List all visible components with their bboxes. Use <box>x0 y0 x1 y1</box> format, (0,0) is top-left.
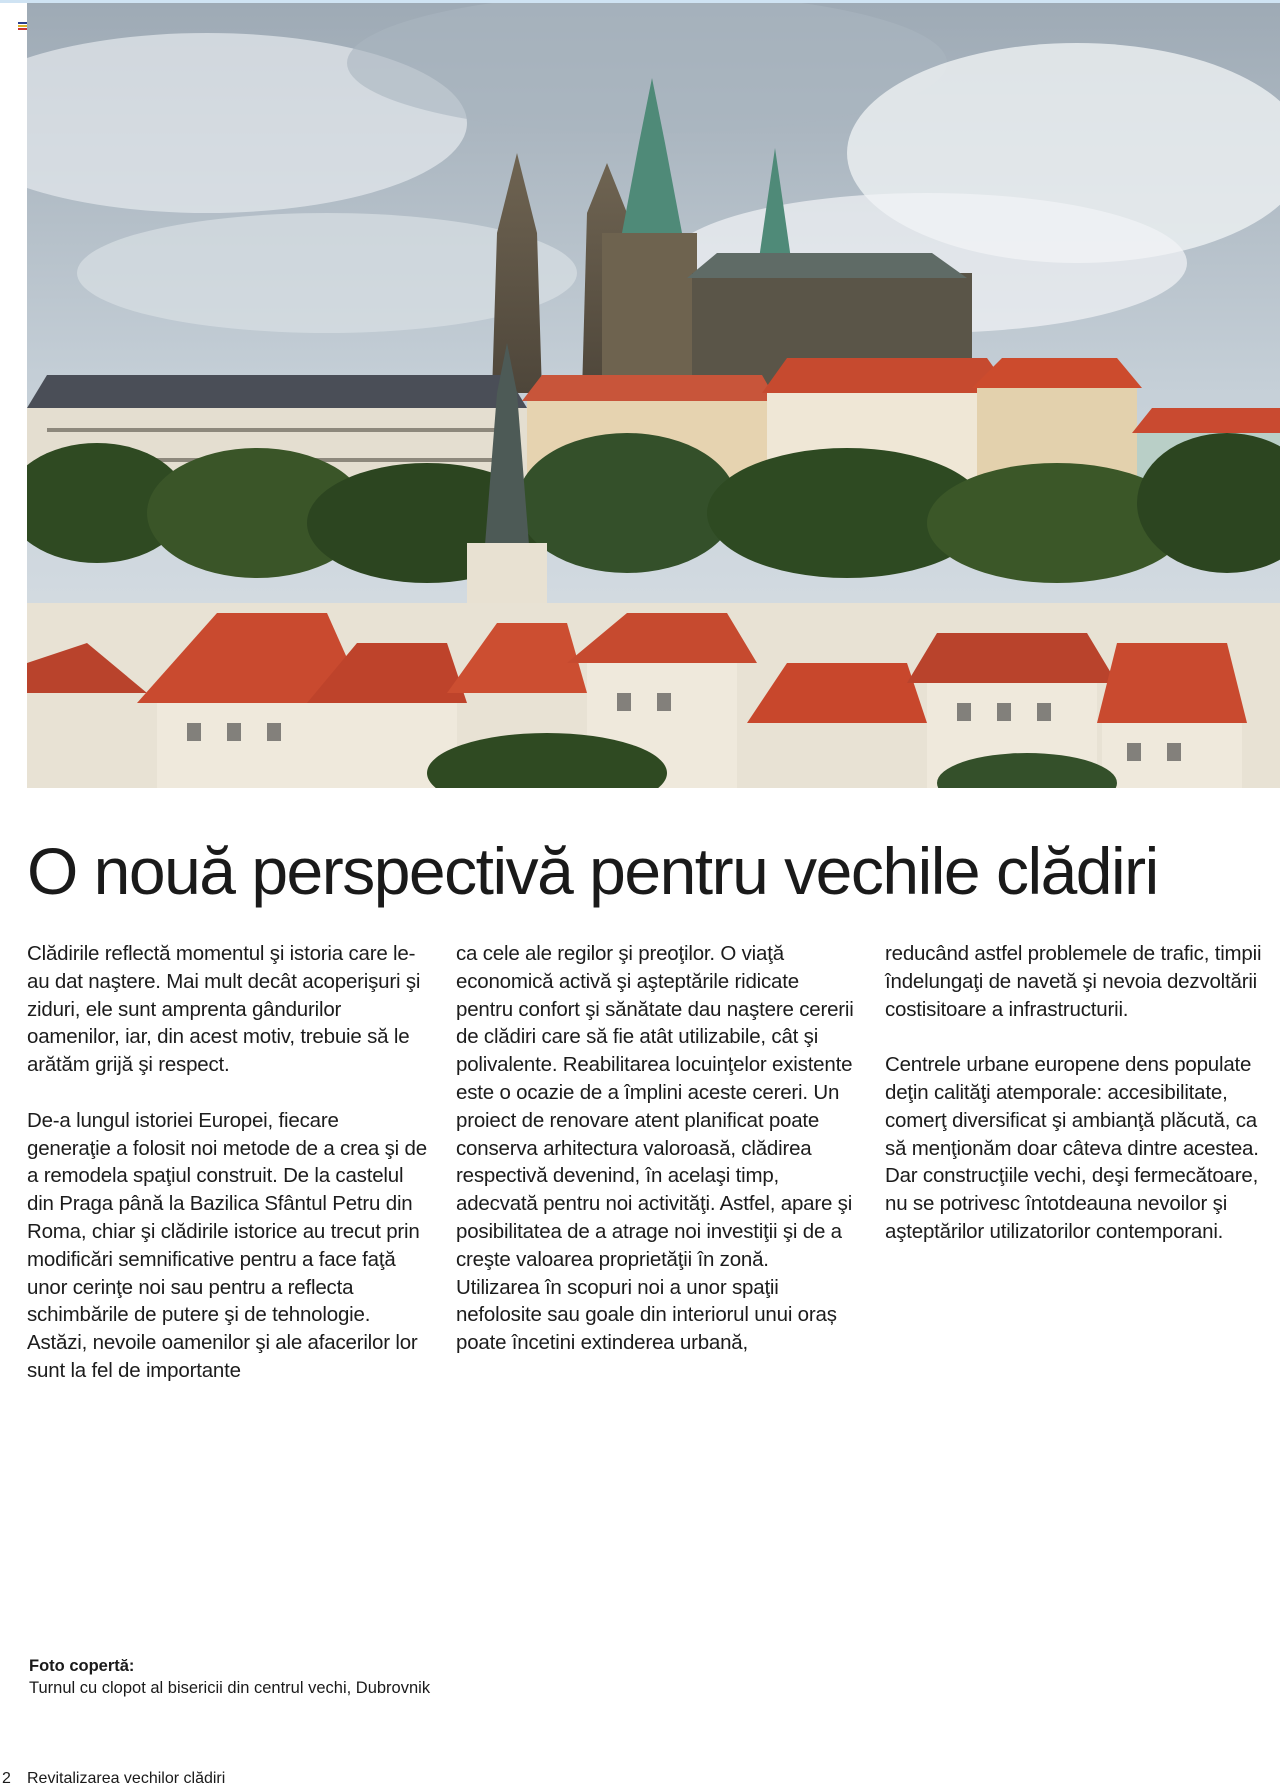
paragraph: ca cele ale regilor şi preoţilor. O viaţă economică activă şi aşteptările ridicate pentru confort şi sănătate dau naştere cererii de clădiri care să fie atât utilizabile, cât şi polivalente. Reabilitarea locuinţelor existente este o ocazie de a împlini aceste cereri. Un proiect de renovare atent planificat poate conserva arhitectura valoroasă, clădirea respectivă devenind, în acelaşi timp, adecvată pentru noi activităţi. Astfel, apare şi posibilitatea de a atrage noi investiţii şi de a creşte valoarea proprietăţii în zonă. <box>456 942 854 1271</box>
paragraph: reducând astfel problemele de trafic, timpii îndelungaţi de navetă şi nevoia dezvoltării costisitoare a infrastructurii. <box>885 942 1262 1021</box>
paragraph: Centrele urbane europene dens populate deţin calităţi atemporale: accesibilitate, comerţ diversificat şi ambianţă plăcută, ca să menţionăm doar câteva dintre acestea. Dar construcţiile vechi, deşi fermecătoare, nu se potrivesc întotdeauna nevoilor şi aşteptărilor utilizatorilor contemporani. <box>885 1053 1259 1243</box>
paragraph: Clădirile reflectă momentul şi istoria care le-au dat naştere. Mai mult decât acoperişuri şi ziduri, ele sunt amprenta gândurilor oamenilor, iar, din acest motiv, trebuie să le arătăm grijă şi respect. <box>27 942 421 1077</box>
page-footer <box>0 1770 225 1788</box>
text-column-3 <box>885 940 1280 1246</box>
text-column-2 <box>456 940 856 1357</box>
page-title: O nouă perspectivă pentru vechile clădiri <box>27 834 1158 908</box>
hero-photo <box>27 3 1280 788</box>
paragraph: De-a lungul istoriei Europei, fiecare generaţie a folosit noi metode de a crea şi de a remodela spaţiul construit. De la castelul din Praga până la Bazilica Sfântul Petru din Roma, chiar şi clădirile istorice au trecut prin modificări semnificative pentru a face faţă unor cerinţe noi sau pentru a reflecta schimbările de putere şi de tehnologie. Astăzi, nevoile oamenilor şi ale afacerilor lor sunt la fel de importante <box>27 1108 427 1382</box>
caption-title: Foto copertă: <box>29 1657 135 1675</box>
prague-castle-photo <box>27 3 1280 788</box>
photo-caption <box>29 1655 430 1699</box>
page-number: 2 <box>2 1770 11 1787</box>
caption-text: Turnul cu clopot al bisericii din centrul vechi, Dubrovnik <box>29 1679 431 1697</box>
text-column-1 <box>27 940 427 1385</box>
paragraph: Utilizarea în scopuri noi a unor spaţii nefolosite sau goale din interiorul unui oraș poate încetini extinderea urbană, <box>456 1275 837 1355</box>
footer-title: Revitalizarea vechilor clădiri <box>27 1770 226 1787</box>
